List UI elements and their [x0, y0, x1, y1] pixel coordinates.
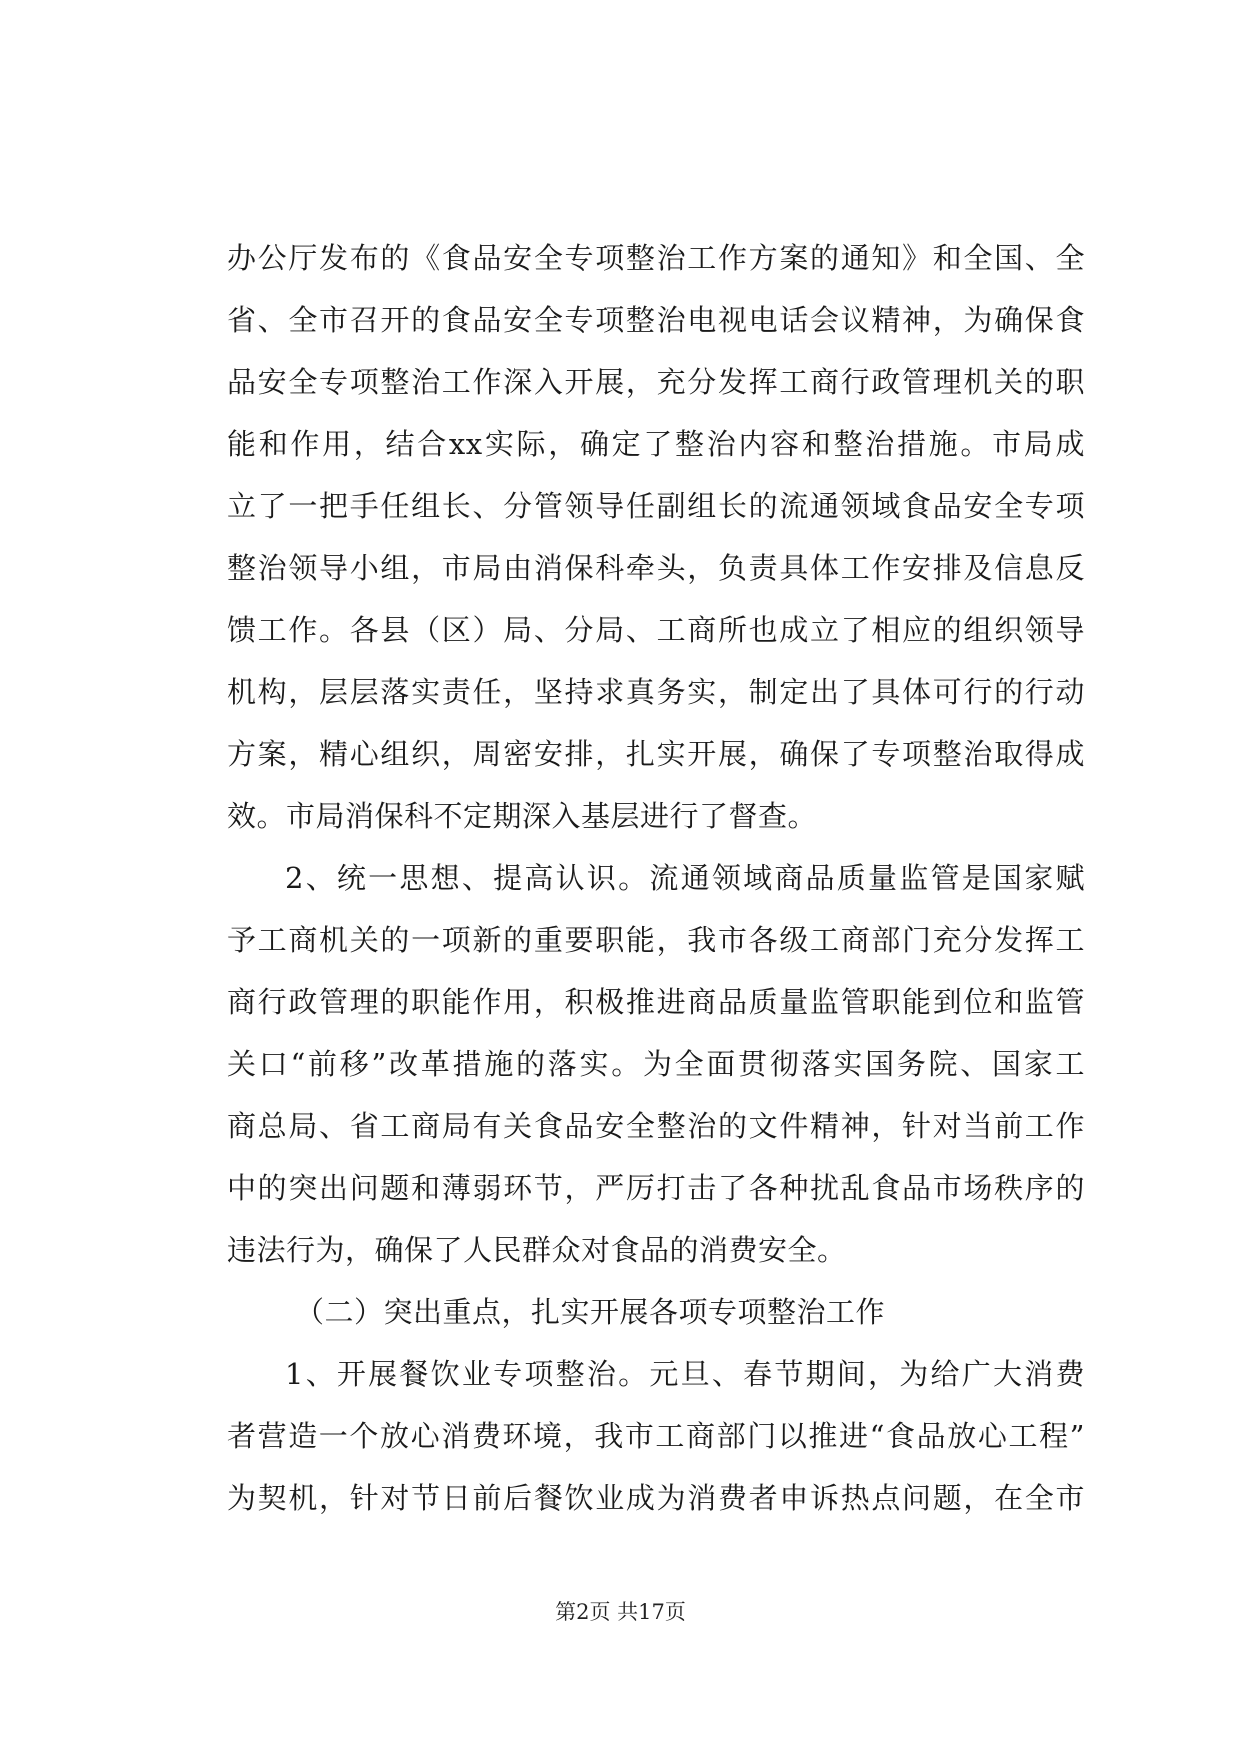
text-line: 商行政管理的职能作用，积极推进商品质量监管职能到位和监管 [227, 985, 1085, 1019]
paragraph-start-line: 2、统一思想、提高认识。流通领域商品质量监管是国家赋 [285, 861, 1085, 895]
text-line: 违法行为，确保了人民群众对食品的消费安全。 [227, 1233, 847, 1267]
text-line: 整治领导小组，市局由消保科牵头，负责具体工作安排及信息反 [227, 551, 1085, 585]
section-heading: （二）突出重点，扎实开展各项专项整治工作 [295, 1295, 886, 1329]
text-line: 办公厅发布的《食品安全专项整治工作方案的通知》和全国、全 [227, 241, 1085, 275]
text-line: 为契机，针对节日前后餐饮业成为消费者申诉热点问题，在全市 [227, 1481, 1085, 1515]
page-number-footer: 第2页 共17页 [555, 1600, 686, 1624]
text-line: 关口“前移”改革措施的落实。为全面贯彻落实国务院、国家工 [227, 1047, 1085, 1081]
text-line: 馈工作。各县（区）局、分局、工商所也成立了相应的组织领导 [227, 613, 1085, 647]
text-line: 效。市局消保科不定期深入基层进行了督查。 [227, 799, 818, 833]
text-line: 能和作用，结合xx实际，确定了整治内容和整治措施。市局成 [227, 427, 1085, 461]
text-line: 省、全市召开的食品安全专项整治电视电话会议精神，为确保食 [227, 303, 1085, 337]
text-line: 方案，精心组织，周密安排，扎实开展，确保了专项整治取得成 [227, 737, 1085, 771]
text-line: 予工商机关的一项新的重要职能，我市各级工商部门充分发挥工 [227, 923, 1085, 957]
text-line: 立了一把手任组长、分管领导任副组长的流通领域食品安全专项 [227, 489, 1085, 523]
text-line: 品安全专项整治工作深入开展，充分发挥工商行政管理机关的职 [227, 365, 1085, 399]
text-line: 机构，层层落实责任，坚持求真务实，制定出了具体可行的行动 [227, 675, 1085, 709]
document-body [227, 227, 1085, 1529]
paragraph-start-line: 1、开展餐饮业专项整治。元旦、春节期间，为给广大消费 [285, 1357, 1085, 1391]
text-line: 商总局、省工商局有关食品安全整治的文件精神，针对当前工作 [227, 1109, 1085, 1143]
text-line: 中的突出问题和薄弱环节，严厉打击了各种扰乱食品市场秩序的 [227, 1171, 1085, 1205]
text-line: 者营造一个放心消费环境，我市工商部门以推进“食品放心工程” [227, 1419, 1085, 1453]
